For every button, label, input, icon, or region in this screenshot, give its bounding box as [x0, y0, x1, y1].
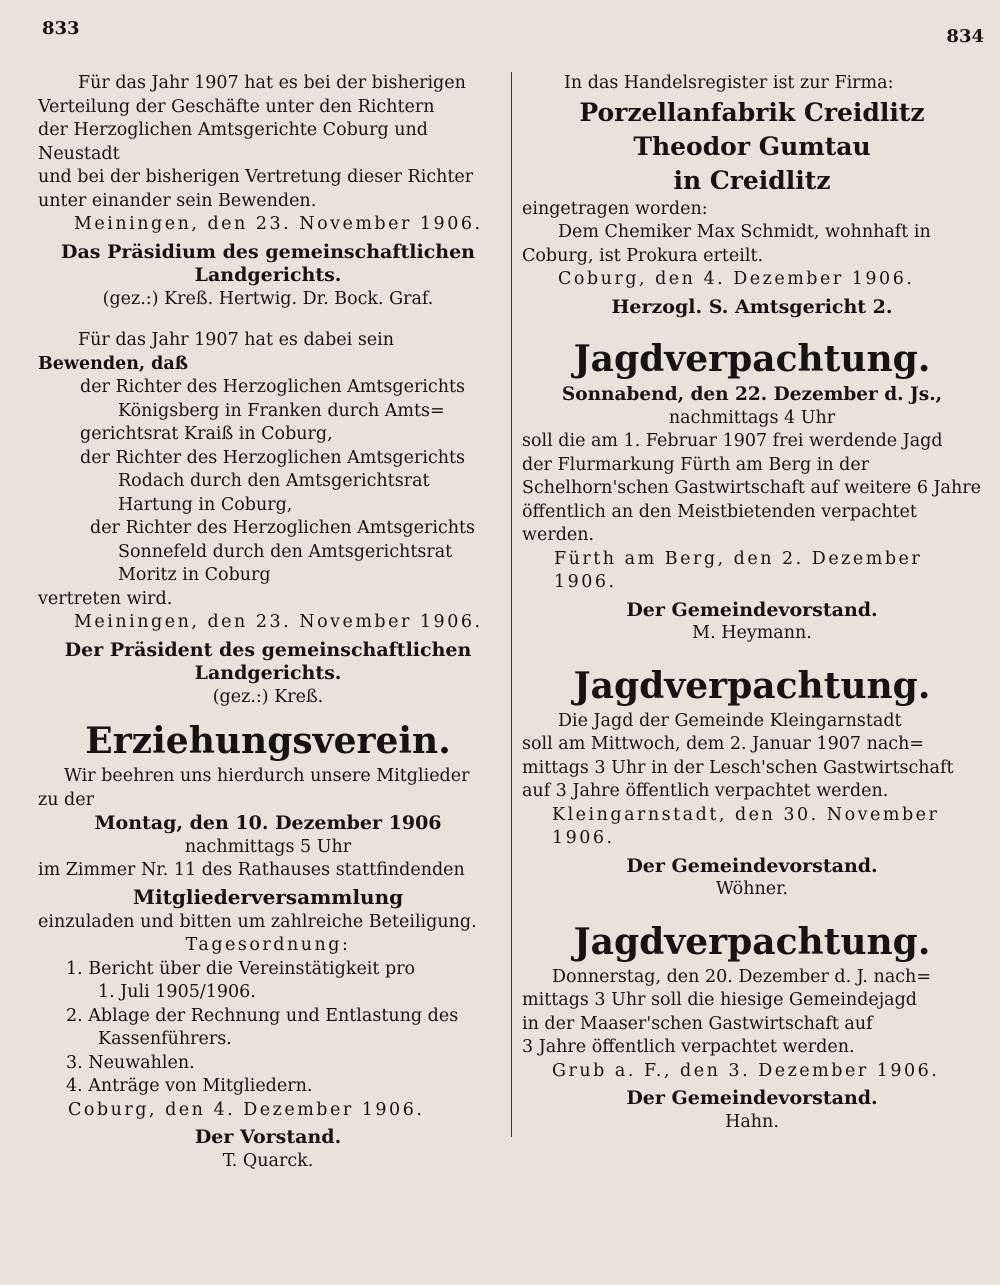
agenda-item: 4. Anträge von Mitgliedern. — [66, 1076, 313, 1096]
place-date: Kleingarnstadt, den 30. November 1906. — [552, 804, 940, 848]
notice-line: In das Handelsregister ist zur Firma: — [564, 73, 894, 93]
notice-line: einzuladen und bitten um zahlreiche Beteiligung. — [38, 911, 477, 932]
signature: Der Gemeindevorstand. — [626, 598, 878, 621]
notice-hunting-lease-kleingarnstadt — [522, 664, 982, 902]
notice-title: Jagdverpachtung. — [573, 920, 931, 963]
notice-line: Bewenden, daß — [38, 353, 188, 374]
notice-line: auf 3 Jahre öffentlich verpachtet werden. — [522, 781, 889, 801]
signatory-names: Hahn. — [725, 1111, 779, 1132]
signature: Herzogl. S. Amtsgericht 2. — [611, 295, 893, 318]
signature: Der Gemeindevorstand. — [626, 854, 878, 877]
signature: Das Präsidium des gemeinschaftlichen Landgerichts. — [60, 240, 475, 286]
notice-line: soll am Mittwoch, dem 2. Januar 1907 nach= — [522, 734, 925, 754]
place-date: Meiningen, den 23. November 1906. — [74, 612, 483, 632]
notice-line: Schelhorn'schen Gastwirtschaft auf weitere 6 Jahre — [522, 478, 981, 498]
signatory-names: (gez.:) Kreß. Hertwig. Dr. Bock. Graf. — [102, 288, 434, 309]
notice-line: Verteilung der Geschäfte unter den Richtern — [38, 96, 435, 117]
notice-line: der Herzoglichen Amtsgerichte Coburg und Neustadt — [38, 120, 428, 164]
page-number-right: 834 — [946, 26, 984, 47]
page-number-left: 833 — [42, 18, 80, 39]
signature: Der Gemeindevorstand. — [626, 1087, 878, 1109]
notice-line: mittags 3 Uhr in der Lesch'schen Gastwirtschaft — [522, 757, 954, 778]
notice-commercial-register — [522, 72, 982, 319]
notice-line: Die Jagd der Gemeinde Kleingarnstadt — [558, 710, 902, 731]
notice-line: Sonnefeld durch den Amtsgerichtsrat — [118, 541, 453, 562]
notice-line: im Zimmer Nr. 11 des Rathauses stattfindenden — [38, 860, 465, 880]
notice-line: eingetragen worden: — [522, 198, 708, 219]
notice-title: Erziehungsverein. — [85, 720, 451, 762]
notice-line: Rodach durch den Amtsgerichtsrat — [118, 471, 430, 491]
notice-line: vertreten wird. — [38, 588, 173, 609]
notice-line: 3 Jahre öffentlich verpachtet werden. — [522, 1037, 855, 1057]
column-divider — [511, 72, 512, 1137]
notice-hunting-lease-grub — [522, 920, 982, 1135]
notice-line: Coburg, ist Prokura erteilt. — [522, 245, 764, 266]
notice-line: in der Maaser'schen Gastwirtschaft auf — [522, 1013, 873, 1034]
agenda-heading: Tagesordnung: — [185, 935, 351, 955]
notice-line: soll die am 1. Februar 1907 frei werdende Jagd — [522, 431, 943, 451]
notice-line: der Richter des Herzoglichen Amtsgerichts — [80, 447, 465, 468]
notice-line: der Richter des Herzoglichen Amtsgerichts — [80, 377, 465, 397]
place-date: Fürth am Berg, den 2. Dezember 1906. — [554, 548, 923, 592]
notice-title: Jagdverpachtung. — [573, 338, 931, 380]
right-column — [522, 72, 982, 1134]
notice-line: Dem Chemiker Max Schmidt, wohnhaft in — [558, 222, 931, 242]
notice-association-meeting — [38, 719, 498, 1173]
lease-date: Sonnabend, den 22. Dezember d. Js., — [561, 384, 943, 405]
signatory-names: (gez.:) Kreß. — [212, 686, 324, 707]
place-date: Grub a. F., den 3. Dezember 1906. — [552, 1060, 940, 1081]
notice-line: zu der — [38, 789, 94, 810]
notice-line: der Richter des Herzoglichen Amtsgerichts — [90, 518, 475, 538]
meeting-time: nachmittags 5 Uhr — [184, 836, 352, 857]
meeting-date: Montag, den 10. Dezember 1906 — [94, 812, 442, 834]
event-name: Mitgliederversammlung — [132, 884, 404, 909]
agenda-item: 1. Bericht über die Vereinstätigkeit pro — [66, 958, 416, 979]
lease-time: nachmittags 4 Uhr — [668, 407, 836, 428]
notice-line: Donnerstag, den 20. Dezember d. J. nach= — [552, 966, 931, 987]
agenda-item: 3. Neuwahlen. — [66, 1052, 195, 1073]
firm-name: Porzellanfabrik Creidlitz Theodor Gumtau — [579, 97, 925, 161]
place-date: Coburg, den 4. Dezember 1906. — [558, 269, 915, 289]
left-column — [38, 72, 498, 1173]
notice-line: mittags 3 Uhr soll die hiesige Gemeindejagd — [522, 990, 917, 1010]
signatory-names: T. Quarck. — [222, 1150, 314, 1171]
notice-line: öffentlich an den Meistbietenden verpachtet werden. — [522, 501, 917, 545]
place-date: Meiningen, den 23. November 1906. — [74, 214, 483, 234]
place-date: Coburg, den 4. Dezember 1906. — [68, 1099, 425, 1120]
agenda-item: 1. Juli 1905/1906. — [98, 982, 256, 1002]
notice-line: Für das Jahr 1907 hat es dabei sein — [78, 330, 395, 350]
signature: Der Präsident des gemeinschaftlichen Landgerichts. — [64, 638, 472, 684]
notice-line: Für das Jahr 1907 hat es bei der bisherigen — [78, 73, 466, 93]
notice-line: der Flurmarkung Fürth am Berg in der — [522, 454, 870, 475]
notice-hunting-lease-fuerth — [522, 337, 982, 646]
signatory-names: Wöhner. — [715, 879, 789, 899]
notice-title: Jagdverpachtung. — [573, 664, 931, 707]
notice-court-distribution — [38, 72, 498, 311]
agenda-item: Kassenführers. — [98, 1029, 232, 1049]
notice-line: Königsberg in Franken durch Amts= — [118, 400, 445, 421]
agenda-item: 2. Ablage der Rechnung und Entlastung des — [66, 1005, 459, 1026]
notice-line: Moritz in Coburg — [118, 565, 271, 585]
notice-court-substitution — [38, 329, 498, 709]
notice-line: Wir beehren uns hierdurch unsere Mitglieder — [64, 766, 470, 786]
notice-line: Hartung in Coburg, — [118, 494, 293, 515]
notice-line: gerichtsrat Kraiß in Coburg, — [80, 424, 333, 444]
signature: Der Vorstand. — [194, 1126, 342, 1148]
firm-location: in Creidlitz — [673, 165, 831, 195]
signatory-names: M. Heymann. — [692, 623, 812, 643]
notice-line: und bei der bisherigen Vertretung dieser Richter — [38, 167, 474, 187]
notice-line: unter einander sein Bewenden. — [38, 190, 317, 211]
